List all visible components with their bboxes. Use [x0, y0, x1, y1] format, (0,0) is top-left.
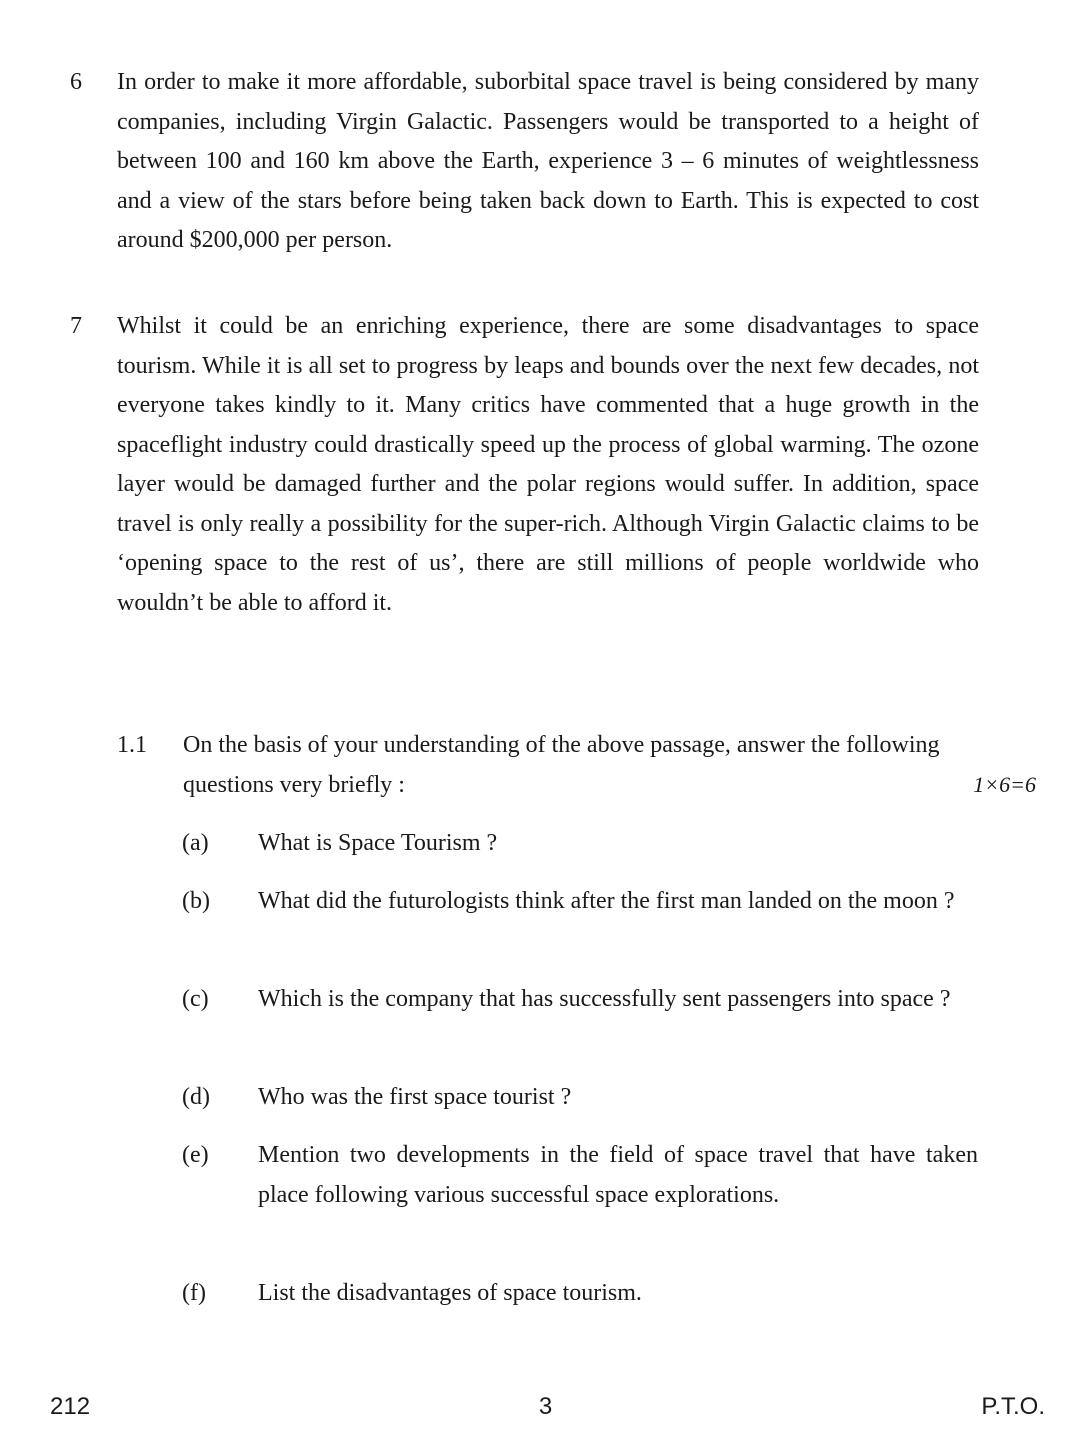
sub-question-label: (f) [182, 1280, 206, 1306]
paragraph-number: 7 [70, 313, 82, 339]
sub-question-label: (c) [182, 986, 209, 1012]
sub-question-label: (a) [182, 830, 209, 856]
sub-question-text: What is Space Tourism ? [258, 830, 498, 856]
question-marks: 1×6=6 [973, 772, 1036, 797]
sub-question-text: Which is the company that has successfully sent passengers into space ? [258, 986, 951, 1012]
paragraph-number: 6 [70, 69, 82, 95]
question-number: 1.1 [117, 732, 147, 758]
paper-code: 212 [50, 1393, 91, 1420]
sub-question-label: (e) [182, 1142, 209, 1168]
page-number: 3 [538, 1393, 553, 1420]
sub-question-text: Mention two developments in the field of space travel that have taken place following various successful space explorations. [258, 1142, 978, 1208]
sub-question-label: (b) [182, 888, 210, 914]
sub-question-text: List the disadvantages of space tourism. [258, 1280, 642, 1306]
sub-question-label: (d) [182, 1084, 210, 1110]
paragraph-text: In order to make it more affordable, suborbital space travel is being considered by many companies, including Virgin Galactic. Passengers would be transported to a height of between 100 and 160 km above the Earth, experience 3 – 6 minutes of weightlessness and a view of the stars before being taken back down to Earth. This is expected to cost around $200,000 per person. [117, 69, 979, 253]
question-prompt: On the basis of your understanding of the above passage, answer the following questions very briefly : [183, 732, 940, 798]
paragraph-text: Whilst it could be an enriching experience, there are some disadvantages to space tourism. While it is all set to progress by leaps and bounds over the next few decades, not everyone takes kindly to it. Many critics have commented that a huge growth in the spaceflight industry could drastically speed up the process of global warming. The ozone layer would be damaged further and the polar regions would suffer. In addition, space travel is only really a possibility for the super-rich. Although Virgin Galactic claims to be ‘opening space to the rest of us’, there are still millions of people worldwide who wouldn’t be able to afford it. [117, 313, 979, 616]
sub-question-text: What did the futurologists think after the first man landed on the moon ? [258, 888, 955, 914]
sub-question-text: Who was the first space tourist ? [258, 1084, 572, 1110]
please-turn-over: P.T.O. [981, 1393, 1045, 1420]
